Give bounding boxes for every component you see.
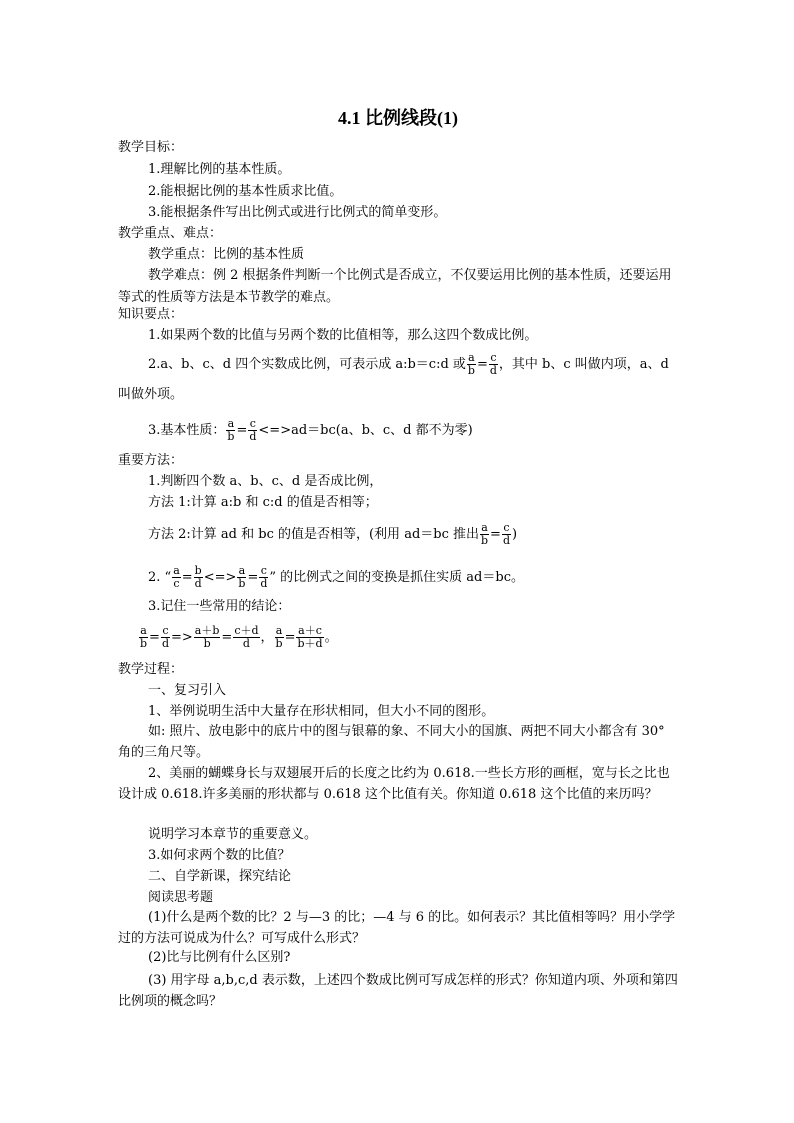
knowledge-3: 3.基本性质： $\frac{a}{b}$ = $\frac{c}{d}$ <=>ad＝bc(a、b、c、d 都不为零)	[148, 417, 473, 443]
fraction-a-b: $\frac{a}{b}$	[227, 417, 235, 443]
fraction-a-b: $\frac{a}{b}$	[275, 624, 283, 650]
page-title: 4.1 比例线段(1)	[338, 108, 458, 128]
difficulty-point: 教学难点：例 2 根据条件判断一个比例式是否成立，不仅要运用比例的基本性质，还要运用等式的性质等方法是本节教学的难点。	[118, 268, 672, 305]
process-6: 3.如何求两个数的比值？	[148, 848, 291, 863]
goal-1: 1.理解比例的基本性质。	[148, 162, 291, 177]
section-heading-process: 教学过程：	[118, 662, 184, 677]
fraction-a-c: $\frac{a}{c}$	[173, 564, 180, 590]
section-heading-methods: 重要方法：	[118, 453, 184, 468]
fraction-c-d: $\frac{c}{d}$	[489, 351, 497, 377]
process-1: 一、复习引入	[148, 683, 227, 698]
goal-2: 2.能根据比例的基本性质求比值。	[148, 184, 343, 199]
process-9: (1)什么是两个数的比？2 与—3 的比；—4 与 6 的比。如何表示？其比值相等吗？用小学学过的方法可说成为什么？可写成什么形式？	[118, 910, 676, 946]
fraction-c-d: $\frac{c}{d}$	[161, 624, 169, 650]
method-1b: 方法 2:计算 ad 和 bc 的值是否相等，(利用 ad＝bc 推出 $\frac{a}{b}$ = $\frac{c}{d}$ )	[148, 521, 518, 547]
process-7: 二、自学新课，探究结论	[148, 869, 292, 884]
fraction-apc-bpd: $\frac{a+c}{b+d}$	[297, 624, 323, 650]
fraction-apb-b: $\frac{a+b}{b}$	[194, 624, 220, 650]
process-10: (2)比与比例有什么区别?	[148, 950, 291, 965]
method-2: 2. “ $\frac{a}{c}$ = $\frac{b}{d}$ <=> $\frac{a}{b}$ = $\frac{c}{d}$ ” 的比例式之间的变换是抓住实质 ad＝bc。	[148, 564, 524, 590]
fraction-a-b: $\frac{a}{b}$	[481, 521, 489, 547]
fraction-a-b: $\frac{a}{b}$	[140, 624, 148, 650]
knowledge-2-cont: 叫做外项。	[118, 387, 184, 402]
knowledge-2: 2.a、b、c、d 四个实数成比例，可表示成 a:b＝c:d 或 $\frac{a}{b}$ = $\frac{c}{d}$ ，其中 b、c 叫做内项，a、d	[148, 351, 669, 377]
key-point: 教学重点：比例的基本性质	[148, 247, 305, 262]
fraction-a-b: $\frac{a}{b}$	[238, 564, 246, 590]
knowledge-1: 1.如果两个数的比值与另两个数的比值相等，那么这四个数成比例。	[148, 328, 538, 343]
fraction-c-d: $\frac{c}{d}$	[502, 521, 510, 547]
formula-conclusions: $\frac{a}{b}$ = $\frac{c}{d}$ => $\frac{a+b}{b}$ = $\frac{c+d}{d}$ ， $\frac{a}{b}$ = $\frac{a+c}{b+d}$ 。	[140, 624, 338, 650]
process-8: 阅读思考题	[148, 890, 214, 905]
method-1: 1.判断四个数 a、b、c、d 是否成比例，	[148, 474, 383, 489]
process-4: 2、美丽的蝴蝶身长与双翅展开后的长度之比约为 0.618.一些长方形的画框，宽与长之比也设计成 0.618.许多美丽的形状都与 0.618 这个比值有关。你知道 0.618 这个比值的来历吗？	[118, 766, 670, 802]
process-11: (3) 用字母 a,b,c,d 表示数，上述四个数成比例可写成怎样的形式？你知道内项、外项和第四比例项的概念吗？	[118, 973, 678, 1009]
section-heading-knowledge: 知识要点：	[118, 307, 184, 322]
section-heading-keys: 教学重点、难点：	[118, 226, 223, 241]
section-heading-goals: 教学目标：	[118, 140, 184, 155]
fraction-c-d: $\frac{c}{d}$	[249, 417, 257, 443]
process-3: 如: 照片、放电影中的底片中的图与银幕的象、不同大小的国旗、两把不同大小都含有 30° 角的三角尺等。	[118, 724, 665, 760]
process-2: 1、举例说明生活中大量存在形状相同，但大小不同的图形。	[148, 704, 495, 719]
fraction-b-d: $\frac{b}{d}$	[194, 564, 202, 590]
fraction-c-d: $\frac{c}{d}$	[260, 564, 268, 590]
method-1a: 方法 1:计算 a:b 和 c:d 的值是否相等；	[148, 495, 378, 510]
goal-3: 3.能根据条件写出比例式或进行比例式的简单变形。	[148, 205, 447, 220]
process-5: 说明学习本章节的重要意义。	[148, 827, 318, 842]
fraction-cpd-d: $\frac{c+d}{d}$	[234, 624, 259, 650]
method-3: 3.记住一些常用的结论：	[148, 599, 291, 614]
fraction-a-b: $\frac{a}{b}$	[467, 351, 475, 377]
